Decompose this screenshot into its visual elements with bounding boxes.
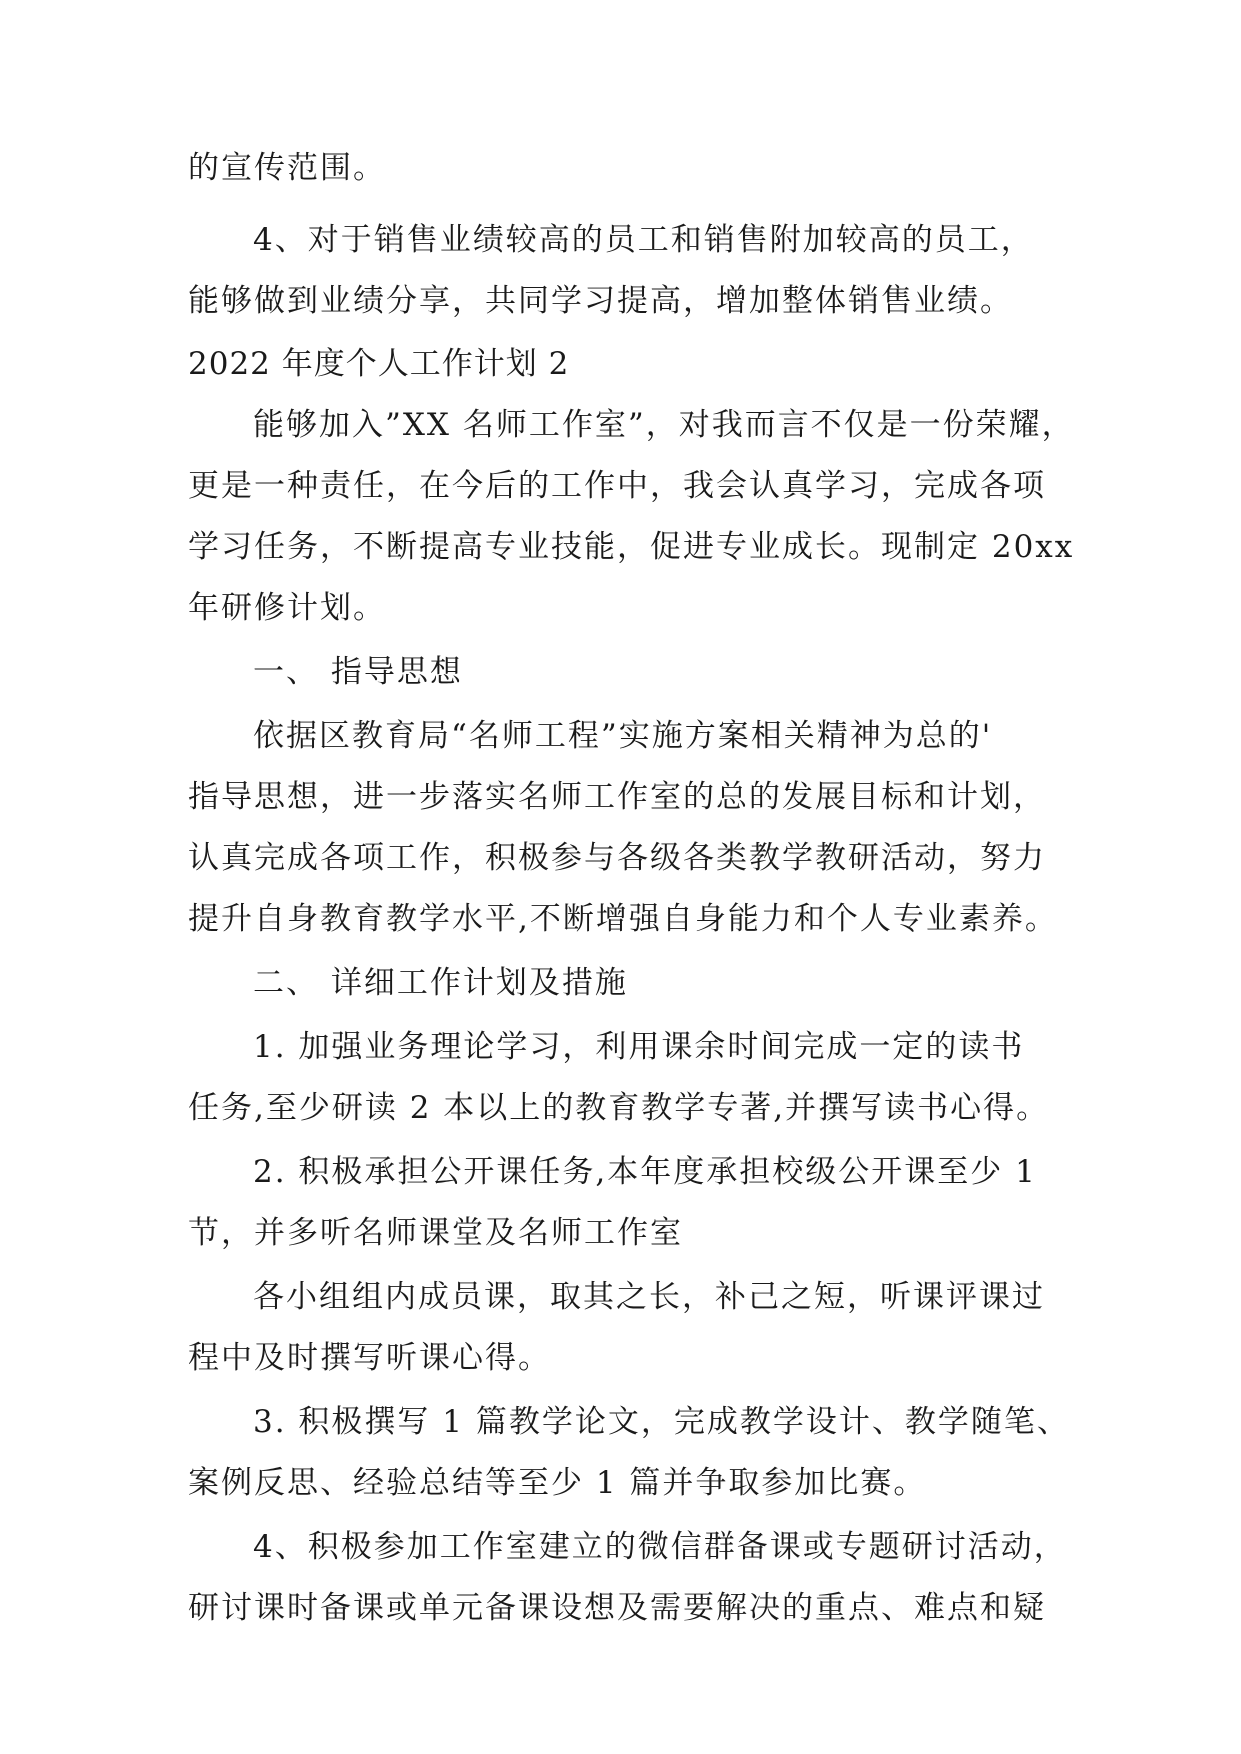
text-line	[0, 138, 1241, 198]
section-heading: 二、 详细工作计划及措施	[253, 965, 628, 1001]
text-line	[0, 578, 1241, 638]
section-title: 2022 年度个人工作计划 2	[188, 346, 570, 382]
paragraph-first-line: 依据区教育局“名师工程”实施方案相关精神为总的'	[253, 718, 993, 754]
text-line	[0, 395, 1241, 455]
paragraph-first-line: 各小组组内成员课，取其之长，补己之短，听课评课过	[253, 1279, 1045, 1315]
text-line	[0, 517, 1241, 577]
text-line	[0, 1392, 1241, 1452]
paragraph-first-line: 2. 积极承担公开课任务,本年度承担校级公开课至少 1	[253, 1154, 1037, 1190]
text-line	[0, 1578, 1241, 1638]
paragraph-continuation: 认真完成各项工作，积极参与各级各类教学教研活动，努力	[188, 840, 1046, 876]
text-line	[0, 1017, 1241, 1077]
paragraph-continuation: 指导思想，进一步落实名师工作室的总的发展目标和计划，	[188, 779, 1046, 815]
paragraph-continuation: 能够做到业绩分享，共同学习提高，增加整体销售业绩。	[188, 283, 1013, 319]
text-line	[0, 767, 1241, 827]
text-line	[0, 828, 1241, 888]
paragraph-first-line: 能够加入”XX 名师工作室”，对我而言不仅是一份荣耀，	[253, 407, 1075, 443]
text-line	[0, 271, 1241, 331]
text-line	[0, 210, 1241, 270]
paragraph-continuation: 程中及时撰写听课心得。	[188, 1340, 551, 1376]
text-line	[0, 334, 1241, 394]
paragraph-continuation: 年研修计划。	[188, 590, 386, 626]
text-line	[0, 1267, 1241, 1327]
text-line	[0, 1453, 1241, 1513]
paragraph-continuation: 案例反思、经验总结等至少 1 篇并争取参加比赛。	[188, 1465, 927, 1501]
text-line	[0, 456, 1241, 516]
paragraph-continuation: 节，并多听名师课堂及名师工作室	[188, 1215, 683, 1251]
paragraph-continuation: 任务,至少研读 2 本以上的教育教学专著,并撰写读书心得。	[188, 1090, 1050, 1126]
paragraph-first-line: 3. 积极撰写 1 篇教学论文，完成教学设计、教学随笔、	[253, 1404, 1070, 1440]
paragraph-continuation: 更是一种责任，在今后的工作中，我会认真学习，完成各项	[188, 468, 1046, 504]
text-line	[0, 1078, 1241, 1138]
paragraph-continuation: 提升自身教育教学水平,不断增强自身能力和个人专业素养。	[188, 901, 1058, 937]
paragraph-first-line: 4、对于销售业绩较高的员工和销售附加较高的员工，	[253, 222, 1034, 258]
section-heading: 一、 指导思想	[253, 654, 463, 690]
text-line	[0, 1142, 1241, 1202]
text-line	[0, 953, 1241, 1013]
paragraph-first-line: 4、积极参加工作室建立的微信群备课或专题研讨活动，	[253, 1529, 1067, 1565]
text-line	[0, 1517, 1241, 1577]
paragraph-first-line: 1. 加强业务理论学习，利用课余时间完成一定的读书	[253, 1029, 1025, 1065]
text-line	[0, 1203, 1241, 1263]
paragraph-continuation: 学习任务，不断提高专业技能，促进专业成长。现制定 20xx	[188, 529, 1075, 565]
text-line	[0, 1328, 1241, 1388]
text-line	[0, 706, 1241, 766]
paragraph-continuation: 的宣传范围。	[188, 150, 386, 186]
text-line	[0, 642, 1241, 702]
paragraph-continuation: 研讨课时备课或单元备课设想及需要解决的重点、难点和疑	[188, 1590, 1046, 1626]
text-line	[0, 889, 1241, 949]
